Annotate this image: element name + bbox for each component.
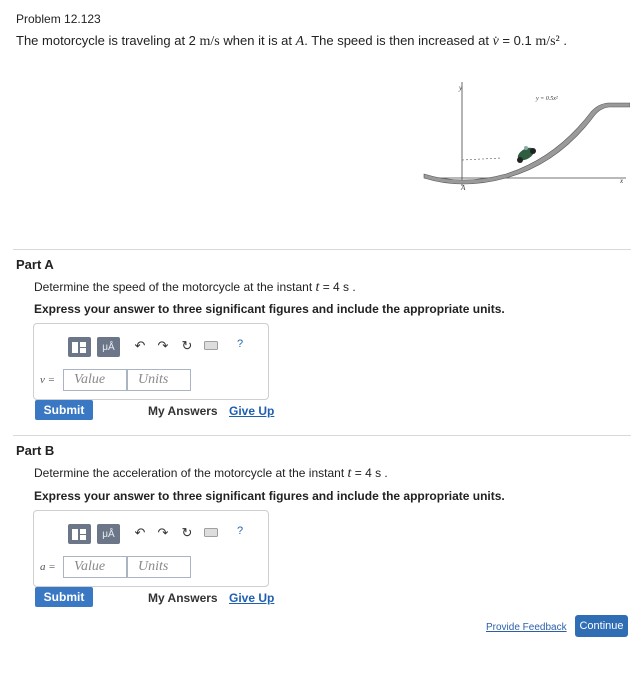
- part-b-title: Part B: [16, 443, 55, 458]
- motorcycle-icon: [516, 145, 537, 163]
- give-up-link[interactable]: Give Up: [229, 591, 275, 605]
- part-b-instruction: Express your answer to three significant figures and include the appropriate units.: [34, 489, 505, 503]
- accel-unit: m/s²: [535, 34, 560, 49]
- divider: [13, 435, 631, 436]
- value-input[interactable]: Value: [63, 369, 127, 391]
- part-a-question: Determine the speed of the motorcycle at the instant t = 4 s .: [34, 280, 356, 295]
- redo-icon[interactable]: ↷: [157, 338, 169, 353]
- units-mu-icon[interactable]: μÅ: [97, 337, 120, 357]
- problem-statement: The motorcycle is traveling at 2 m/s when it is at A. The speed is then increased at v̇ = 0.1 m/s² .: [16, 33, 567, 49]
- v-variable-label: v =: [40, 374, 56, 386]
- matrix-template-icon[interactable]: [68, 337, 91, 357]
- part-a-instruction: Express your answer to three significant figures and include the appropriate units.: [34, 302, 505, 316]
- x-axis-label: x: [620, 177, 624, 185]
- help-icon[interactable]: ?: [236, 525, 244, 537]
- problem-figure: [416, 74, 630, 200]
- matrix-template-icon[interactable]: [68, 524, 91, 544]
- keyboard-icon[interactable]: [204, 525, 218, 540]
- part-a-title: Part A: [16, 257, 54, 272]
- keyboard-icon[interactable]: [204, 338, 218, 353]
- y-axis-label: y: [459, 84, 463, 92]
- part-b-answer-box: [33, 510, 269, 587]
- undo-icon[interactable]: ↶: [134, 525, 146, 540]
- undo-icon[interactable]: ↶: [134, 338, 146, 353]
- reset-icon[interactable]: ↻: [181, 525, 193, 540]
- value-input[interactable]: Value: [63, 556, 127, 578]
- help-icon[interactable]: ?: [236, 338, 244, 350]
- units-input[interactable]: Units: [127, 556, 191, 578]
- speed-unit: m/s: [199, 34, 220, 49]
- submit-button[interactable]: Submit: [35, 587, 93, 607]
- v-dot: v̇: [492, 34, 499, 49]
- a-variable-label: a =: [40, 561, 56, 573]
- part-a-answer-box: [33, 323, 269, 400]
- continue-button[interactable]: Continue: [575, 615, 628, 637]
- point-a: A: [295, 34, 305, 49]
- part-b-question: Determine the acceleration of the motorcycle at the instant t = 4 s .: [34, 466, 388, 481]
- my-answers-link[interactable]: My Answers: [148, 404, 218, 418]
- curve-equation-label: y = 0.5x²: [536, 96, 558, 102]
- provide-feedback-link[interactable]: Provide Feedback: [486, 622, 567, 633]
- radius-line: [462, 158, 502, 160]
- problem-title: Problem 12.123: [16, 12, 101, 26]
- units-input[interactable]: Units: [127, 369, 191, 391]
- redo-icon[interactable]: ↷: [157, 525, 169, 540]
- units-mu-icon[interactable]: μÅ: [97, 524, 120, 544]
- my-answers-link[interactable]: My Answers: [148, 591, 218, 605]
- road-curve: [424, 103, 630, 184]
- reset-icon[interactable]: ↻: [181, 338, 193, 353]
- submit-button[interactable]: Submit: [35, 400, 93, 420]
- point-a-label: A: [461, 184, 466, 192]
- divider: [13, 249, 631, 250]
- give-up-link[interactable]: Give Up: [229, 404, 275, 418]
